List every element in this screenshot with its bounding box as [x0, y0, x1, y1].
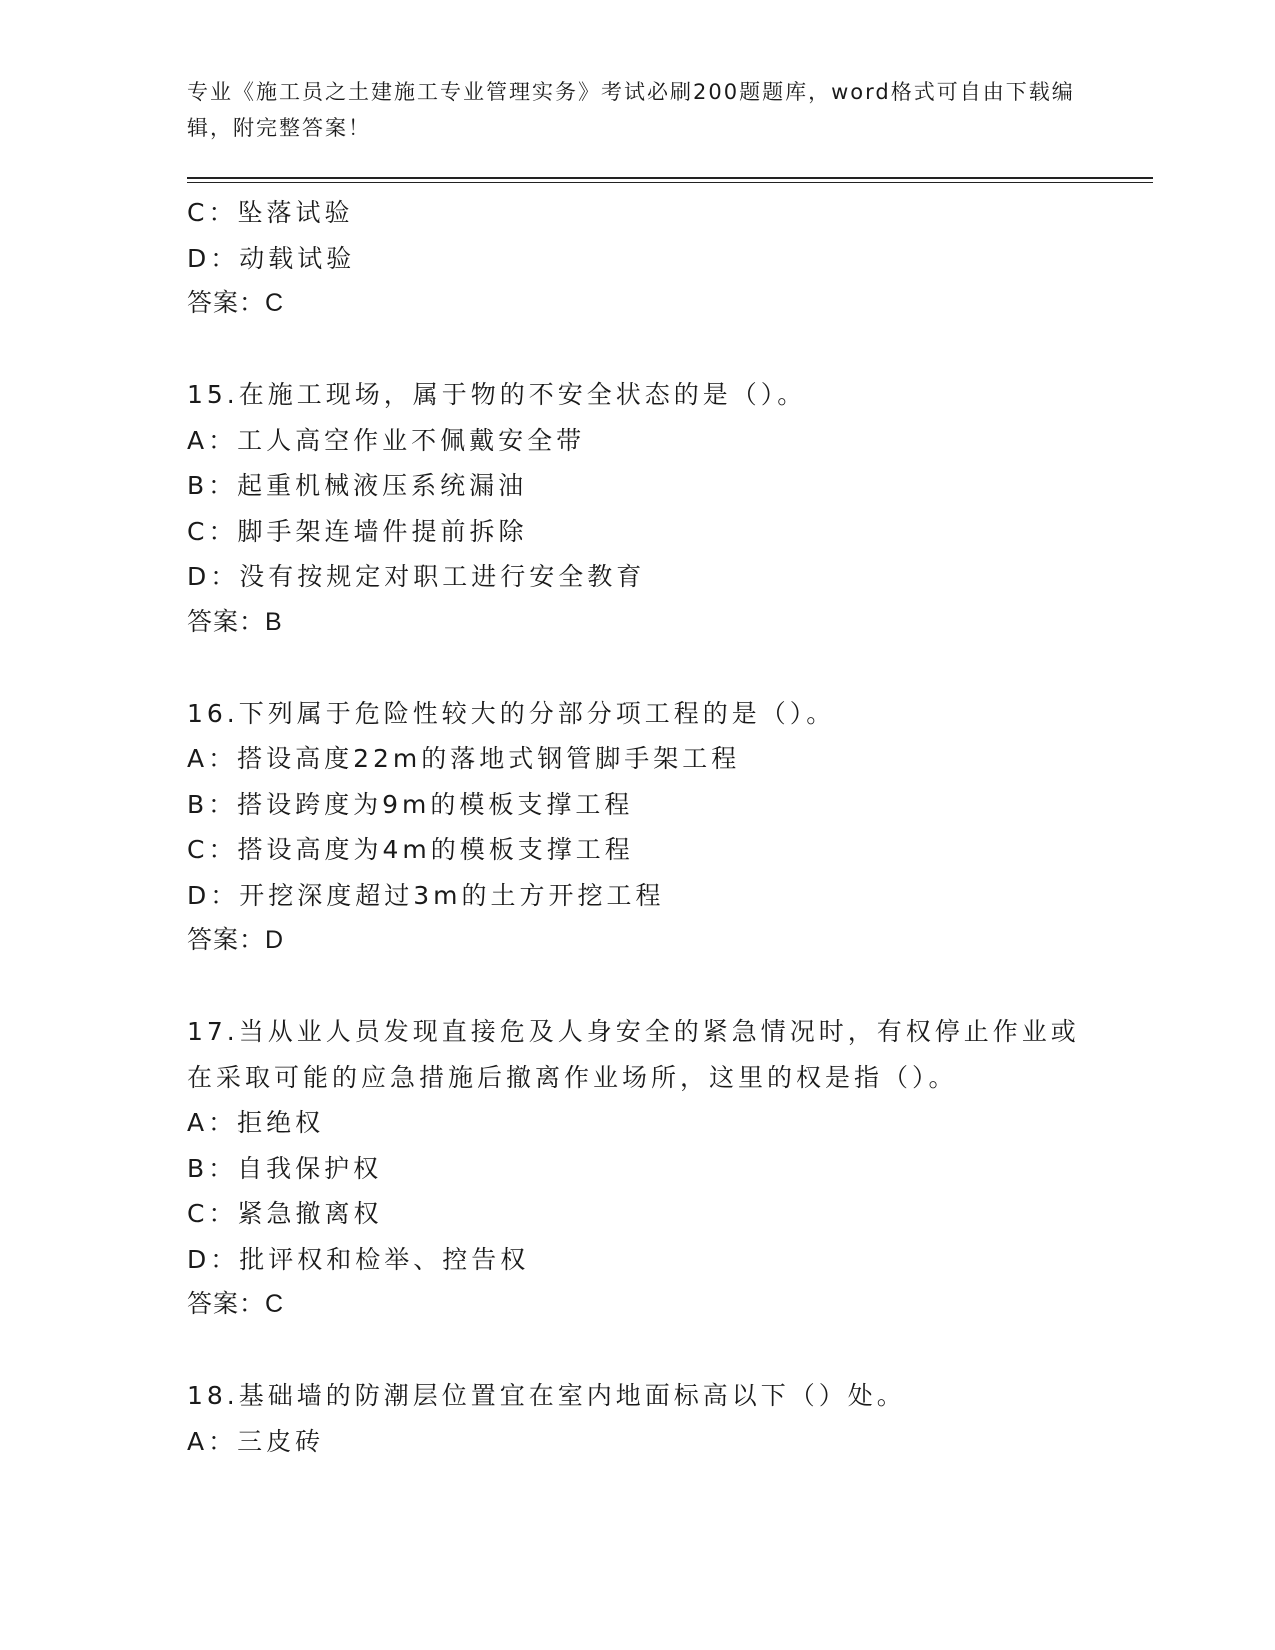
answer: 答案：B: [187, 607, 283, 636]
question-stem: 16.下列属于危险性较大的分部分项工程的是（）。: [187, 698, 836, 728]
option-d: D：没有按规定对职工进行安全教育: [187, 562, 646, 591]
question-content: [187, 190, 1087, 1464]
question-stem: 17.当从业人员发现直接危及人身安全的紧急情况时，有权停止作业或在采取可能的应急措施后撤离作业场所，这里的权是指（）。: [187, 1017, 1080, 1092]
answer: 答案：D: [187, 926, 285, 954]
spacer: [187, 327, 1087, 373]
spacer: [187, 645, 1087, 691]
question-16: [187, 691, 1087, 964]
option-d: D：开挖深度超过3m的土方开挖工程: [187, 880, 665, 910]
option-a: A：工人高空作业不佩戴安全带: [187, 425, 586, 455]
header-rule-thick: [187, 177, 1153, 179]
page-header: 专业《施工员之土建施工专业管理实务》考试必刷200题题库，word格式可自由下载编辑，附完整答案！: [187, 80, 1075, 140]
answer: 答案：C: [187, 1290, 285, 1318]
question-18: [187, 1373, 1087, 1464]
option-c: C：脚手架连墙件提前拆除: [187, 516, 528, 546]
option-a: A：搭设高度22m的落地式钢管脚手架工程: [187, 744, 741, 773]
spacer: [187, 1328, 1087, 1374]
spacer: [187, 964, 1087, 1010]
question-17: [187, 1009, 1087, 1328]
option-c: C：紧急撤离权: [187, 1199, 383, 1228]
option-b: B：自我保护权: [187, 1153, 383, 1183]
answer: 答案：C: [187, 289, 285, 317]
question-stem: 15.在施工现场，属于物的不安全状态的是（）。: [187, 380, 807, 409]
option-d: D：动载试验: [187, 243, 356, 273]
option-c: C：搭设高度为4m的模板支撑工程: [187, 835, 634, 864]
question-15: [187, 372, 1087, 645]
question-stem: 18.基础墙的防潮层位置宜在室内地面标高以下（）处。: [187, 1381, 906, 1410]
option-a: A：拒绝权: [187, 1108, 325, 1137]
option-d: D：批评权和检举、控告权: [187, 1244, 530, 1274]
header-rule-thin: [187, 182, 1153, 183]
option-a: A：三皮砖: [187, 1426, 325, 1456]
option-b: B：搭设跨度为9m的模板支撑工程: [187, 789, 634, 819]
option-c: C：坠落试验: [187, 198, 354, 227]
previous-question-tail: [187, 190, 1087, 327]
option-b: B：起重机械液压系统漏油: [187, 471, 528, 500]
